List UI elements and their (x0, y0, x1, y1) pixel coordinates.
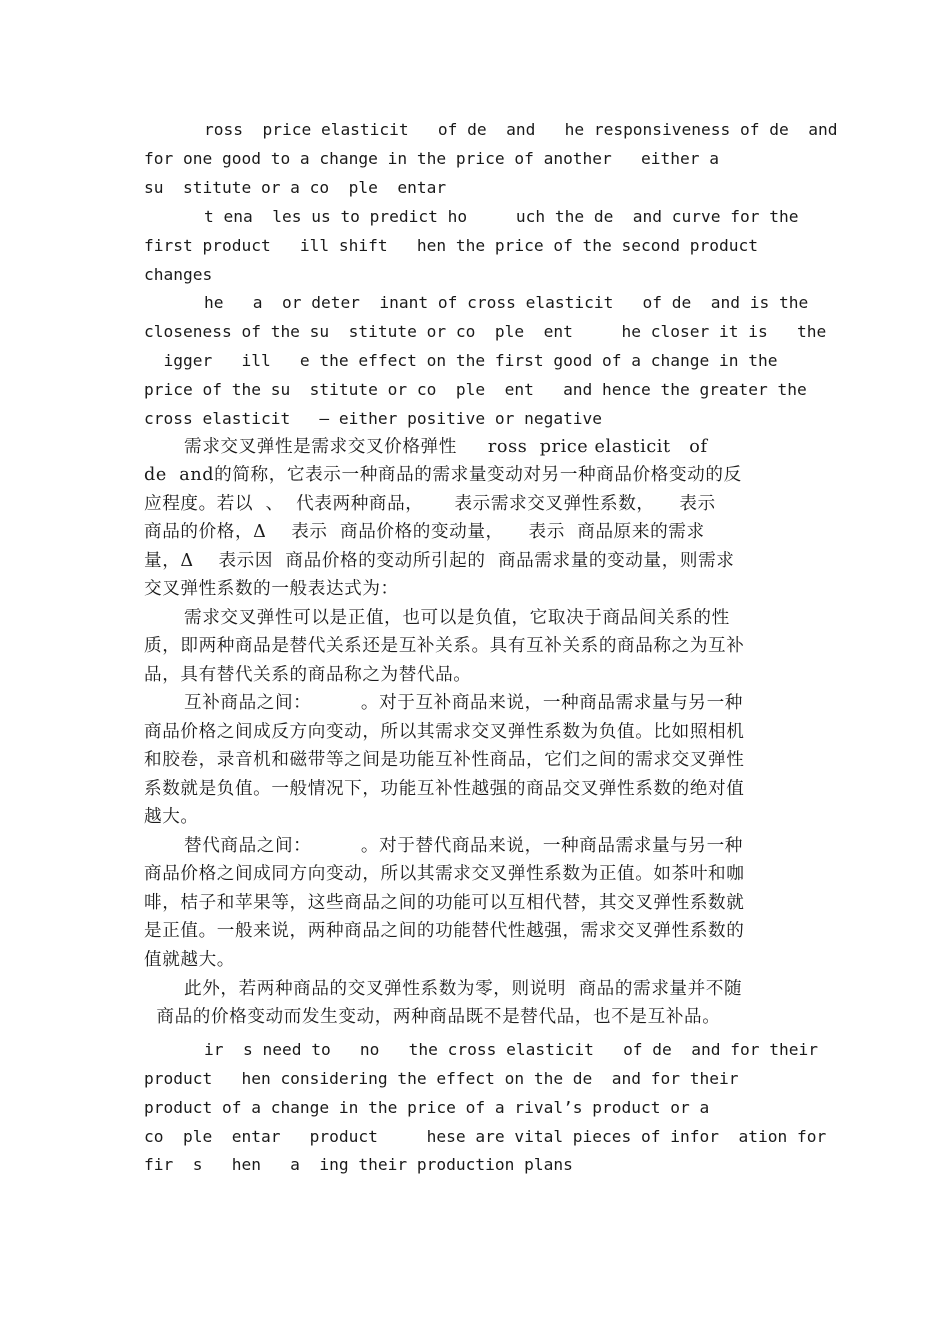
paragraph-line: 商品的价格变动而发生变动，两种商品既不是替代品，也不是互补品。 (144, 1007, 721, 1027)
paragraph-line: he a or deter inant of cross elasticit of de and is the (204, 293, 809, 312)
paragraph-line: 啡，桔子和苹果等，这些商品之间的功能可以互相代替，其交叉弹性系数就 (144, 893, 745, 913)
paragraph-line: t ena les us to predict ho uch the de and curve for the (204, 207, 799, 226)
paragraph-line: 应程度。若以 、 代表两种商品， 表示需求交叉弹性系数， 表示 (144, 494, 716, 514)
paragraph-line: price of the su stitute or co ple ent and hence the greater the (144, 380, 807, 399)
paragraph-line: 替代商品之间： 。对于替代商品来说，一种商品需求量与另一种 (184, 836, 743, 856)
paragraph-line: 越大。 (144, 807, 199, 827)
paragraph-line: 商品的价格，Δ 表示 商品价格的变动量， 表示 商品原来的需求 (144, 522, 705, 542)
paragraph-line: ross price elasticit of de and he responsiveness of de and (204, 120, 838, 139)
paragraph-line: 商品价格之间成同方向变动，所以其需求交叉弹性系数为正值。如茶叶和咖 (144, 864, 745, 884)
paragraph-line: cross elasticit – either positive or negative (144, 409, 603, 428)
paragraph-line: igger ill e the effect on the first good of a change in the (144, 351, 778, 370)
paragraph-line: 商品价格之间成反方向变动，所以其需求交叉弹性系数为负值。比如照相机 (144, 722, 745, 742)
paragraph-line: 质，即两种商品是替代关系还是互补关系。具有互补关系的商品称之为互补 (144, 636, 745, 656)
paragraph-line: first product ill shift hen the price of the second product (144, 236, 758, 255)
paragraph-line: 此外，若两种商品的交叉弹性系数为零，则说明 商品的需求量并不随 (184, 979, 743, 999)
paragraph-line: 交叉弹性系数的一般表达式为： (144, 579, 399, 599)
paragraph-line: 品，具有替代关系的商品称之为替代品。 (144, 665, 472, 685)
paragraph-line: 互补商品之间： 。对于互补商品来说，一种商品需求量与另一种 (184, 693, 743, 713)
paragraph-line: closeness of the su stitute or co ple ent he closer it is the (144, 322, 827, 341)
paragraph-line: 系数就是负值。一般情况下，功能互补性越强的商品交叉弹性系数的绝对值 (144, 779, 745, 799)
paragraph-line: fir s hen a ing their production plans (144, 1155, 573, 1174)
paragraph-line: changes (144, 265, 213, 284)
paragraph-line: 和胶卷，录音机和磁带等之间是功能互补性商品，它们之间的需求交叉弹性 (144, 750, 745, 770)
paragraph-line: product hen considering the effect on the de and for their (144, 1069, 739, 1088)
paragraph-line: su stitute or a co ple entar (144, 178, 447, 197)
paragraph-line: for one good to a change in the price of another either a (144, 149, 719, 168)
paragraph-line: 值就越大。 (144, 950, 235, 970)
paragraph-line: de and的简称，它表示一种商品的需求量变动对另一种商品价格变动的反 (144, 465, 742, 485)
paragraph-line: product of a change in the price of a rival’s product or a (144, 1098, 710, 1117)
paragraph-line: 量，Δ 表示因 商品价格的变动所引起的 商品需求量的变动量，则需求 (144, 551, 735, 571)
paragraph-line: 需求交叉弹性可以是正值，也可以是负值，它取决于商品间关系的性 (184, 608, 730, 628)
paragraph-line: 是正值。一般来说，两种商品之间的功能替代性越强，需求交叉弹性系数的 (144, 921, 745, 941)
paragraph-line: co ple entar product hese are vital pieces of infor ation for (144, 1127, 827, 1146)
paragraph-line: ir s need to no the cross elasticit of de and for their (204, 1040, 818, 1059)
paragraph-line: 需求交叉弹性是需求交叉价格弹性 ross price elasticit of (184, 437, 708, 457)
